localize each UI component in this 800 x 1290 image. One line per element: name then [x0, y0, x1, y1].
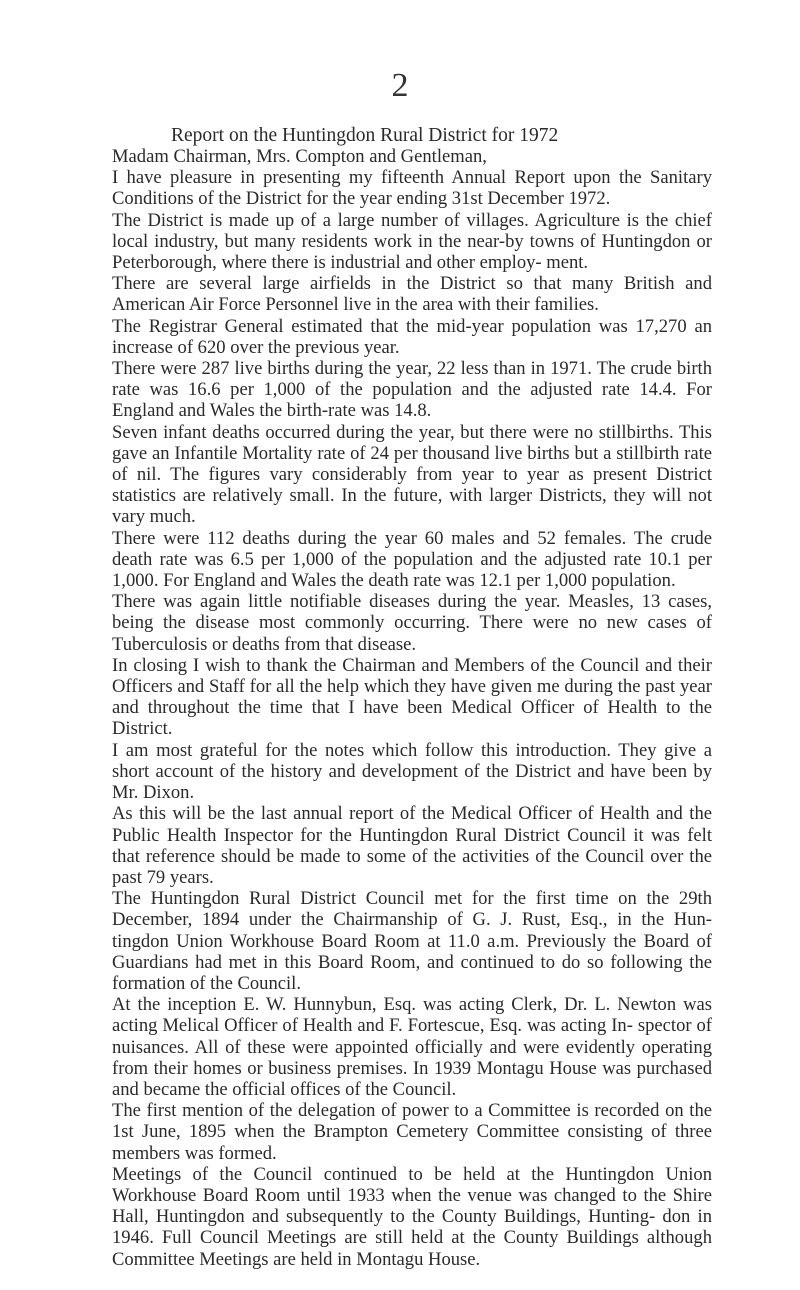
- paragraph-last-report: As this will be the last annual report of the Medical Officer of Health and the Public Health Inspector for the Huntingdon Rural District Council it was felt that reference should be made to some of the activities of the Council over the past 79 years.: [112, 803, 712, 888]
- salutation: Madam Chairman, Mrs. Compton and Gentleman,: [112, 146, 487, 167]
- paragraph-notes: I am most grateful for the notes which follow this introduction. They give a short account of the history and development of the District and have been by Mr. Dixon.: [112, 739, 712, 804]
- paragraph-deaths: There were 112 deaths during the year 60 males and 52 females. The crude death rate was 6.5 per 1,000 of the population and the adjusted rate 10.1 per 1,000. For England and Wales the death rate was 12.1 per 1,000 population.: [112, 527, 712, 592]
- paragraph-diseases: There was again little notifiable diseases during the year. Measles, 13 cases, being the disease most commonly occurring. There were no new cases of Tuberculosis or deaths from that disease.: [112, 591, 712, 655]
- paragraph-population: The Registrar General estimated that the mid-year population was 17,270 an increase of 620 over the previous year.: [112, 315, 712, 358]
- report-body: [112, 146, 712, 1270]
- paragraph-infant-deaths: Seven infant deaths occurred during the year, but there were no stillbirths. This gave an Infantile Mortality rate of 24 per thousand live births but a stillbirth rate of nil. The figures vary considerably from year to year as present District statistics are relatively small. In the future, with larger Districts, they will not vary much.: [112, 421, 712, 528]
- paragraph-intro: I have pleasure in presenting my fifteenth Annual Report upon the Sanitary Conditions of the District for the year ending 31st December 1972.: [112, 167, 712, 210]
- page-number: 2: [391, 67, 409, 104]
- paragraph-thanks: In closing I wish to thank the Chairman and Members of the Council and their Officers and Staff for all the help which they have given me during the past year and throughout the time that I have been Medical Officer of Health to the District.: [112, 654, 712, 740]
- paragraph-inception: At the inception E. W. Hunnybun, Esq. was acting Clerk, Dr. L. Newton was acting Melical Officer of Health and F. Fortescue, Esq. was acting In- spector of nuisances. All of these were appointed officially and were evidently operating from their homes or business premises. In 1939 Montagu House was purchased and became the official offices of the Council.: [112, 994, 712, 1100]
- paragraph-committee: The first mention of the delegation of power to a Committee is recorded on the 1st June, 1895 when the Brampton Cemetery Committee consisting of three members was formed.: [112, 1100, 712, 1164]
- paragraph-first-meeting: The Huntingdon Rural District Council met for the first time on the 29th December, 1894 under the Chairmanship of G. J. Rust, Esq., in the Hun- tingdon Union Workhouse Board Room at 11.0 a.m. Previously the Board of Guardians had met in this Board Room, and continued to do so following the formation of the Council.: [112, 888, 712, 994]
- paragraph-district: The District is made up of a large number of villages. Agriculture is the chief local industry, but many residents work in the near-by towns of Huntingdon or Peterborough, where there is industrial and other employ- ment.: [112, 209, 712, 274]
- paragraph-airfields: There are several large airfields in the District so that many British and American Air Force Personnel live in the area with their families.: [112, 273, 712, 316]
- paragraph-meetings: Meetings of the Council continued to be held at the Huntingdon Union Workhouse Board Room until 1933 when the venue was changed to the Shire Hall, Huntingdon and subsequently to the County Buildings, Hunting- don in 1946. Full Council Meetings are still held at the County Buildings although Committee Meetings are held in Montagu House.: [112, 1163, 712, 1270]
- report-title: Report on the Huntingdon Rural District for 1972: [171, 125, 559, 146]
- paragraph-births: There were 287 live births during the year, 22 less than in 1971. The crude birth rate was 16.6 per 1,000 of the population and the adjusted rate 14.4. For England and Wales the birth-rate was 14.8.: [112, 358, 712, 422]
